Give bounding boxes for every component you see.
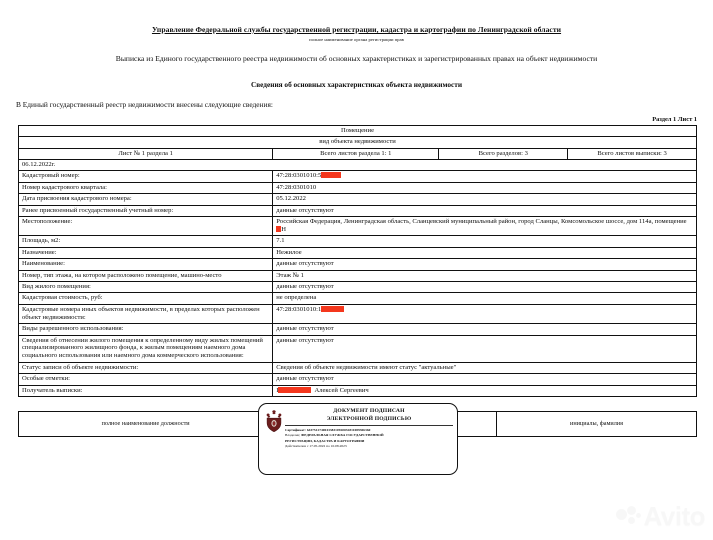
stamp-issuer-value-line1: ФЕДЕРАЛЬНАЯ СЛУЖБА ГОСУДАРСТВЕННОЙ — [301, 433, 384, 438]
table-row-date — [19, 160, 697, 171]
value-text: Российская Федерация, Ленинградская область, Сланцевский муниципальный район, город Сланцы, Комсомольское шоссе, дом 114а, помещение — [276, 218, 687, 226]
organization-caption: полное наименование органа регистрации прав — [309, 36, 404, 42]
attribute-label: Номер, тип этажа, на котором расположено помещение, машино-место — [19, 270, 273, 281]
attribute-label: Площадь, м2: — [19, 236, 273, 247]
attribute-label: Виды разрешенного использования: — [19, 324, 273, 335]
attribute-label: Номер кадастрового квартала: — [19, 182, 273, 193]
value-text: 47:28:0301010:1 — [276, 305, 322, 313]
value-text: 05.12.2022 — [276, 195, 306, 203]
value-text: Этаж № 1 — [276, 271, 304, 279]
stamp-divider — [285, 425, 453, 426]
table-row — [19, 374, 697, 385]
value-text: данные отсутствуют — [276, 283, 334, 291]
attribute-label: Статус записи об объекте недвижимости: — [19, 362, 273, 373]
property-details-table — [18, 125, 697, 172]
attribute-value — [273, 247, 697, 258]
table-row — [19, 182, 697, 193]
attribute-label: Кадастровые номера иных объектов недвижимости, в пределах которых расположен объект недвижимости: — [19, 304, 273, 323]
table-row — [19, 293, 697, 304]
table-body — [19, 125, 697, 171]
attribute-value — [273, 205, 697, 216]
value-text: 47:28:0301010 — [276, 183, 317, 191]
value-text: Сведения об объекте недвижимости имеют статус "актуальные" — [276, 363, 457, 371]
coat-of-arms-icon — [264, 409, 284, 433]
table-row — [19, 362, 697, 373]
section-title: Сведения об основных характеристиках объекта недвижимости — [250, 79, 463, 89]
value-text: данные отсутствуют — [276, 336, 334, 344]
avito-watermark-text: Avito — [643, 501, 705, 531]
redaction-block — [276, 226, 281, 232]
redaction-block — [321, 306, 344, 312]
table-row — [19, 236, 697, 247]
table-row — [19, 205, 697, 216]
attribute-value — [273, 374, 697, 385]
attribute-label: Наименование: — [19, 259, 273, 270]
attribute-value — [273, 282, 697, 293]
avito-watermark — [616, 501, 705, 532]
position-caption-cell: полное наименование должности — [19, 411, 273, 436]
attributes-table — [18, 170, 697, 397]
sections-total-cell: Всего разделов: 3 — [439, 148, 568, 159]
stamp-issuer-label: Владелец: — [285, 433, 301, 438]
table-row — [19, 304, 697, 323]
value-text: данные отсутствуют — [276, 206, 334, 214]
object-type-caption-cell: вид объекта недвижимости — [19, 137, 697, 148]
sheets-in-section-cell: Всего листов раздела 1: 1 — [273, 148, 439, 159]
table-row — [19, 335, 697, 362]
attribute-value — [273, 293, 697, 304]
redaction-block — [278, 387, 311, 393]
stamp-certificate-value: 643751274004338310920032811089306360 — [306, 427, 371, 432]
attribute-label: Сведения об отнесении жилого помещения к определенному виду жилых помещений специализированного жилищного фонда, к жилым помещениям наемного дома социального использования или наемного дома коммерческого использования: — [19, 335, 273, 362]
stamp-certificate-label: Сертификат: — [285, 427, 306, 432]
table-row — [19, 259, 697, 270]
value-tail: Алексей Сергеевич — [314, 386, 369, 394]
document-header — [0, 0, 713, 63]
table-row — [19, 194, 697, 205]
table-row — [19, 171, 697, 182]
table-row-object-type — [19, 125, 697, 136]
sheet-label: Раздел 1 Лист 1 — [652, 115, 697, 123]
value-text: Нежилое — [276, 248, 302, 256]
attribute-label: Вид жилого помещения: — [19, 282, 273, 293]
attribute-value — [273, 270, 697, 281]
sheets-total-cell: Всего листов выписки: 3 — [568, 148, 697, 159]
attribute-value — [273, 182, 697, 193]
value-text: данные отсутствуют — [276, 375, 334, 383]
attribute-value — [273, 385, 697, 396]
table-row — [19, 324, 697, 335]
stamp-issuer-value-line2: РЕГИСТРАЦИИ, КАДАСТРА И КАРТОГРАФИИ — [285, 438, 365, 443]
attribute-value — [273, 324, 697, 335]
electronic-signature-stamp — [258, 403, 458, 475]
attribute-value — [273, 335, 697, 362]
value-prefix: I — [276, 386, 279, 394]
attribute-label: Ранее присвоенный государственный учетный номер: — [19, 205, 273, 216]
document-title: Выписка из Единого государственного реестра недвижимости об основных характеристиках и зарегистрированных правах на объект недвижимости — [115, 53, 598, 63]
attribute-label: Особые отметки: — [19, 374, 273, 385]
attribute-value — [273, 304, 697, 323]
attribute-label: Кадастровая стоимость, руб: — [19, 293, 273, 304]
attribute-value — [273, 217, 697, 236]
name-caption-cell: инициалы, фамилия — [496, 411, 696, 436]
attribute-value — [273, 236, 697, 247]
attribute-value — [273, 362, 697, 373]
signature-area — [18, 407, 697, 448]
document-date-cell: 06.12.2022г. — [19, 160, 697, 171]
stamp-title-line1: ДОКУМЕНТ ПОДПИСАН — [333, 407, 405, 414]
attribute-value — [273, 194, 697, 205]
attribute-label: Назначение: — [19, 247, 273, 258]
organization-name: Управление Федеральной службы государственной регистрации, кадастра и картографии по Ленинградской области — [151, 25, 562, 34]
table-row — [19, 247, 697, 258]
value-text: не определена — [276, 294, 317, 302]
table-row — [19, 270, 697, 281]
table-row-counts — [19, 148, 697, 159]
redaction-block — [321, 172, 341, 178]
attribute-label: Местоположение: — [19, 217, 273, 236]
table-row — [19, 282, 697, 293]
attribute-label: Дата присвоения кадастрового номера: — [19, 194, 273, 205]
main-table-wrapper — [18, 125, 697, 397]
table-row — [19, 217, 697, 236]
attribute-label: Кадастровый номер: — [19, 171, 273, 182]
avito-logo-icon — [616, 506, 642, 528]
object-type-cell: Помещение — [19, 125, 697, 136]
sheet-no-cell: Лист № 1 раздела 1 — [19, 148, 273, 159]
value-text: данные отсутствуют — [276, 325, 334, 333]
stamp-title-line2: ЭЛЕКТРОННОЙ ПОДПИСЬЮ — [326, 416, 412, 423]
attribute-value — [273, 259, 697, 270]
attribute-label: Получатель выписки: — [19, 385, 273, 396]
table-row-object-type-caption — [19, 137, 697, 148]
attribute-value — [273, 171, 697, 182]
value-text: данные отсутствуют — [276, 260, 334, 268]
table-row — [19, 385, 697, 396]
value-tail: Н — [281, 225, 287, 233]
intro-line: В Единый государственный реестр недвижимости внесены следующие сведения: — [16, 99, 273, 109]
stamp-validity-line: Действителен с 17.05.2022 по 10.08.2023 — [285, 443, 347, 448]
value-text: 7.1 — [276, 237, 285, 245]
value-text: 47:28:0301010:5 — [276, 172, 322, 180]
attributes-table-body — [19, 171, 697, 397]
